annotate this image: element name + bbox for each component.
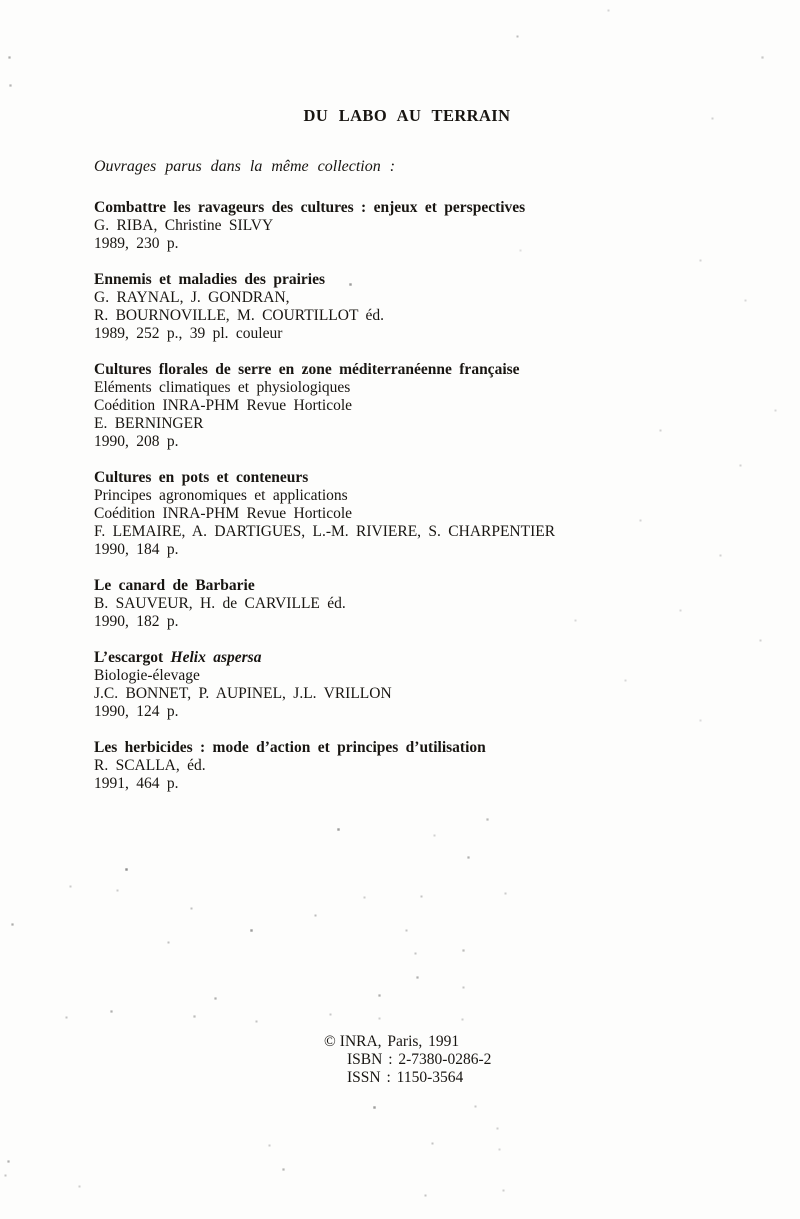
- issn-line: ISSN : 1150-3564: [347, 1069, 464, 1086]
- book-detail-line: Biologie-élevage: [94, 667, 200, 684]
- book-detail-line: Coédition INRA-PHM Revue Horticole: [94, 505, 353, 522]
- book-entry: [94, 649, 734, 721]
- book-detail-line: 1990, 184 p.: [94, 541, 179, 558]
- copyright-icon: ©: [324, 1033, 336, 1050]
- book-detail-line: G. RIBA, Christine SILVY: [94, 217, 274, 234]
- book-detail-line: 1991, 464 p.: [94, 775, 179, 792]
- collection-intro: Ouvrages parus dans la même collection :: [94, 158, 396, 175]
- book-detail-line: F. LEMAIRE, A. DARTIGUES, L.-M. RIVIERE, S. CHARPENTIER: [94, 523, 556, 540]
- book-title-text: L’escargot: [94, 649, 171, 666]
- book-detail-line: R. BOURNOVILLE, M. COURTILLOT éd.: [94, 307, 385, 324]
- book-detail-line: 1989, 252 p., 39 pl. couleur: [94, 325, 283, 342]
- book-detail-line: 1990, 208 p.: [94, 433, 179, 450]
- book-entry: [94, 739, 734, 793]
- book-title: [94, 739, 734, 757]
- book-entry: [94, 271, 734, 343]
- book-title: [94, 361, 734, 379]
- book-title-text: Le canard de Barbarie: [94, 577, 255, 594]
- book-title-text: Les herbicides : mode d’action et principes d’utilisation: [94, 739, 486, 756]
- book-title-text: Combattre les ravageurs des cultures : enjeux et perspectives: [94, 199, 526, 216]
- book-title-text: Cultures florales de serre en zone méditerranéenne française: [94, 361, 520, 378]
- isbn-line: ISBN : 2-7380-0286-2: [347, 1051, 492, 1068]
- book-title: [94, 649, 734, 667]
- book-list: [94, 199, 734, 811]
- book-entry: [94, 577, 734, 631]
- copyright-text: INRA, Paris, 1991: [339, 1033, 460, 1050]
- book-entry: [94, 469, 734, 559]
- book-entry: [94, 199, 734, 253]
- book-detail-line: B. SAUVEUR, H. de CARVILLE éd.: [94, 595, 346, 612]
- book-title: [94, 577, 734, 595]
- book-title-text: Cultures en pots et conteneurs: [94, 469, 309, 486]
- book-detail-line: G. RAYNAL, J. GONDRAN,: [94, 289, 290, 306]
- book-detail-line: 1990, 182 p.: [94, 613, 179, 630]
- book-detail-line: Principes agronomiques et applications: [94, 487, 348, 504]
- book-detail-line: R. SCALLA, éd.: [94, 757, 206, 774]
- book-detail-line: 1989, 230 p.: [94, 235, 179, 252]
- book-entry: [94, 361, 734, 451]
- book-title: [94, 199, 734, 217]
- book-detail-line: E. BERNINGER: [94, 415, 204, 432]
- book-detail-line: J.C. BONNET, P. AUPINEL, J.L. VRILLON: [94, 685, 392, 702]
- colophon: [324, 1033, 491, 1087]
- book-title-text: Ennemis et maladies des prairies: [94, 271, 325, 288]
- book-detail-line: 1990, 124 p.: [94, 703, 179, 720]
- book-title: [94, 469, 734, 487]
- book-detail-line: Eléments climatiques et physiologiques: [94, 379, 351, 396]
- copyright-line: [324, 1033, 491, 1051]
- book-title-species-name: Helix aspersa: [170, 649, 262, 666]
- book-detail-line: Coédition INRA-PHM Revue Horticole: [94, 397, 353, 414]
- book-title: [94, 271, 734, 289]
- series-title: DU LABO AU TERRAIN: [303, 106, 511, 125]
- scan-speck-layer: [0, 0, 1, 1]
